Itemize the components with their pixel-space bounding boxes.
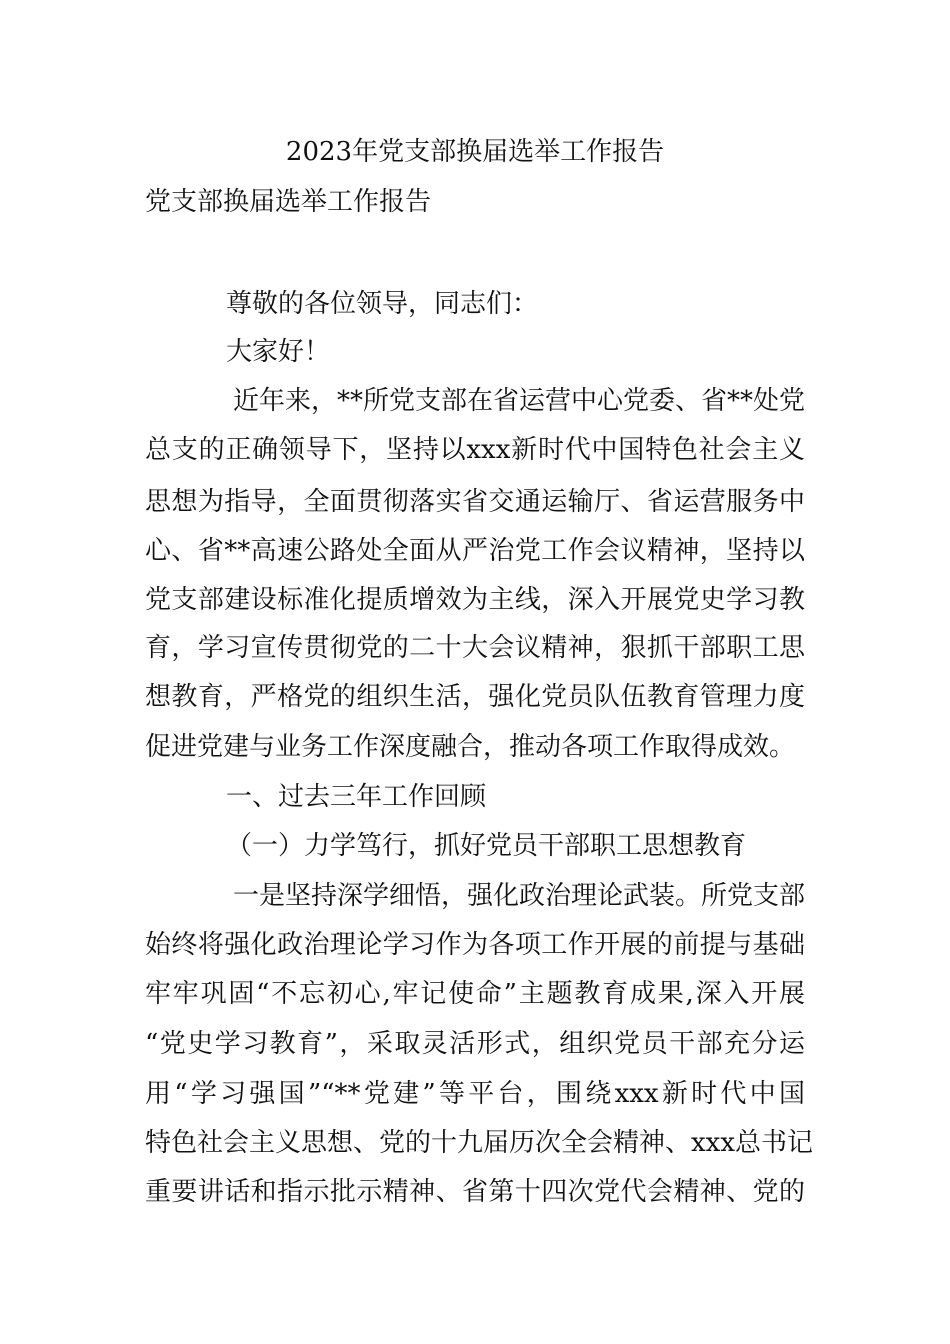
salutation: 尊敬的各位领导，同志们： [226,289,539,319]
paragraph-1-line: 总支的正确领导下，坚持以xxx新时代中国特色社会主义 [145,435,805,465]
greeting: 大家好！ [226,337,331,367]
document-title: 2023年党支部换届选举工作报告 [285,137,665,167]
paragraph-2-line: 一是坚持深学细悟，强化政治理论武装。所党支部 [233,881,806,911]
paragraph-2-line: 用“学习强国”“**党建”等平台，围绕xxx新时代中国 [145,1079,805,1109]
paragraph-2-line: 特色社会主义思想、党的十九届历次全会精神、xxx总书记 [145,1128,813,1158]
paragraph-1-line: 育，学习宣传贯彻党的二十大会议精神，狠抓干部职工思 [145,633,805,663]
subsection-heading: （一）力学笃行，抓好党员干部职工思想教育 [226,831,747,861]
paragraph-2-line: 牢牢巩固“不忘初心,牢记使命”主题教育成果,深入开展 [145,979,805,1009]
paragraph-2-line: “党史学习教育”，采取灵活形式，组织党员干部充分运 [145,1029,805,1059]
paragraph-1-line: 近年来，**所党支部在省运营中心党委、省**处党 [233,386,806,416]
paragraph-1-line: 想教育，严格党的组织生活，强化党员队伍教育管理力度 [145,682,805,712]
paragraph-1-line: 心、省**高速公路处全面从严治党工作会议精神，坚持以 [145,536,805,566]
paragraph-2-line: 始终将强化政治理论学习作为各项工作开展的前提与基础 [145,930,805,960]
paragraph-1-line: 促进党建与业务工作深度融合，推动各项工作取得成效。 [145,732,796,762]
document-subtitle: 党支部换届选举工作报告 [145,187,432,217]
paragraph-2-line: 重要讲话和指示批示精神、省第十四次党代会精神、党的 [145,1177,805,1207]
paragraph-1-line: 思想为指导，全面贯彻落实省交通运输厅、省运营服务中 [145,487,805,517]
paragraph-1-line: 党支部建设标准化提质增效为主线，深入开展党史学习教 [145,585,805,615]
section-heading: 一、过去三年工作回顾 [226,782,487,812]
